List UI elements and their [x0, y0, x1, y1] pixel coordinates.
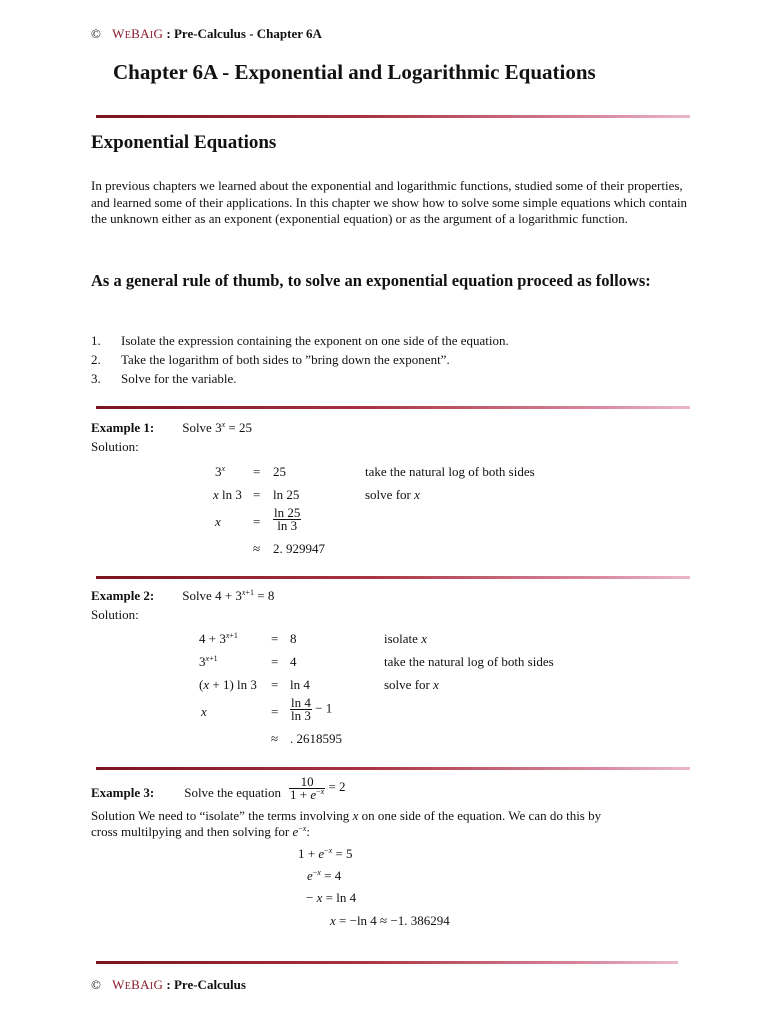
page-title: Chapter 6A - Exponential and Logarithmic Equations — [113, 60, 596, 84]
intro-paragraph: In previous chapters we learned about the exponential and logarithmic functions, studied some of their properties, and learned some of their applications. In this chapter we show how to solve some simple equations which contain the unknown either as an exponent (exponential equation) or as the argument of a logarithmic function. — [91, 178, 688, 226]
copyright-symbol: © — [91, 977, 101, 992]
example-3-explanation: Solution We need to “isolate” the terms involving x on one side of the equation. We can do this by — [91, 808, 602, 823]
example-2-header: Example 2: Solve $4 + 3^{x+1} = 8$ — [91, 588, 275, 603]
example-3-explanation-cont: cross multilpying and then solving for $e^{-x}$: — [91, 824, 310, 839]
step-note: solve for x — [365, 487, 420, 502]
divider — [96, 576, 690, 579]
page-footer — [91, 977, 246, 993]
section-title: Exponential Equations — [91, 132, 277, 153]
example-1-header: Example 1: Solve $3^x = 25$ — [91, 420, 252, 435]
list-item: 3. Solve for the variable. — [91, 371, 237, 386]
header-course: : Pre-Calculus - Chapter 6A — [166, 26, 322, 41]
list-item: 1. Isolate the expression containing the exponent on one side of the equation. — [91, 333, 509, 348]
example-3-header: $_{Example 3:}$ $_{Solve the equation}$ $\frac{10}{1 + e^{-x}}$ = 2 — [91, 774, 346, 802]
footer-course: : Pre-Calculus — [166, 977, 246, 992]
divider — [96, 961, 678, 964]
copyright-symbol: © — [91, 26, 101, 41]
steps-list — [91, 333, 509, 390]
step-note: take the natural log of both sides — [365, 464, 535, 479]
example-2-solution-label: Solution: — [91, 607, 139, 622]
webaig-logo: WEBAIG — [112, 26, 164, 41]
divider — [96, 767, 690, 770]
divider — [96, 115, 690, 118]
example-2-result: . 2618595 — [290, 731, 342, 746]
example-3-result: −1. 386294 — [390, 913, 450, 928]
rule-heading: As a general rule of thumb, to solve an exponential equation proceed as follows: — [91, 271, 651, 290]
step-note: solve for x — [384, 677, 439, 692]
step-note: isolate x — [384, 631, 427, 646]
example-1-solution-label: Solution: — [91, 439, 139, 454]
step-note: take the natural log of both sides — [384, 654, 554, 669]
list-item: 2. Take the logarithm of both sides to ”bring down the exponent”. — [91, 352, 450, 367]
example-1-result: 2. 929947 — [273, 541, 325, 556]
webaig-logo: WEBAIG — [112, 977, 164, 992]
page-header — [91, 26, 322, 42]
divider — [96, 406, 690, 409]
